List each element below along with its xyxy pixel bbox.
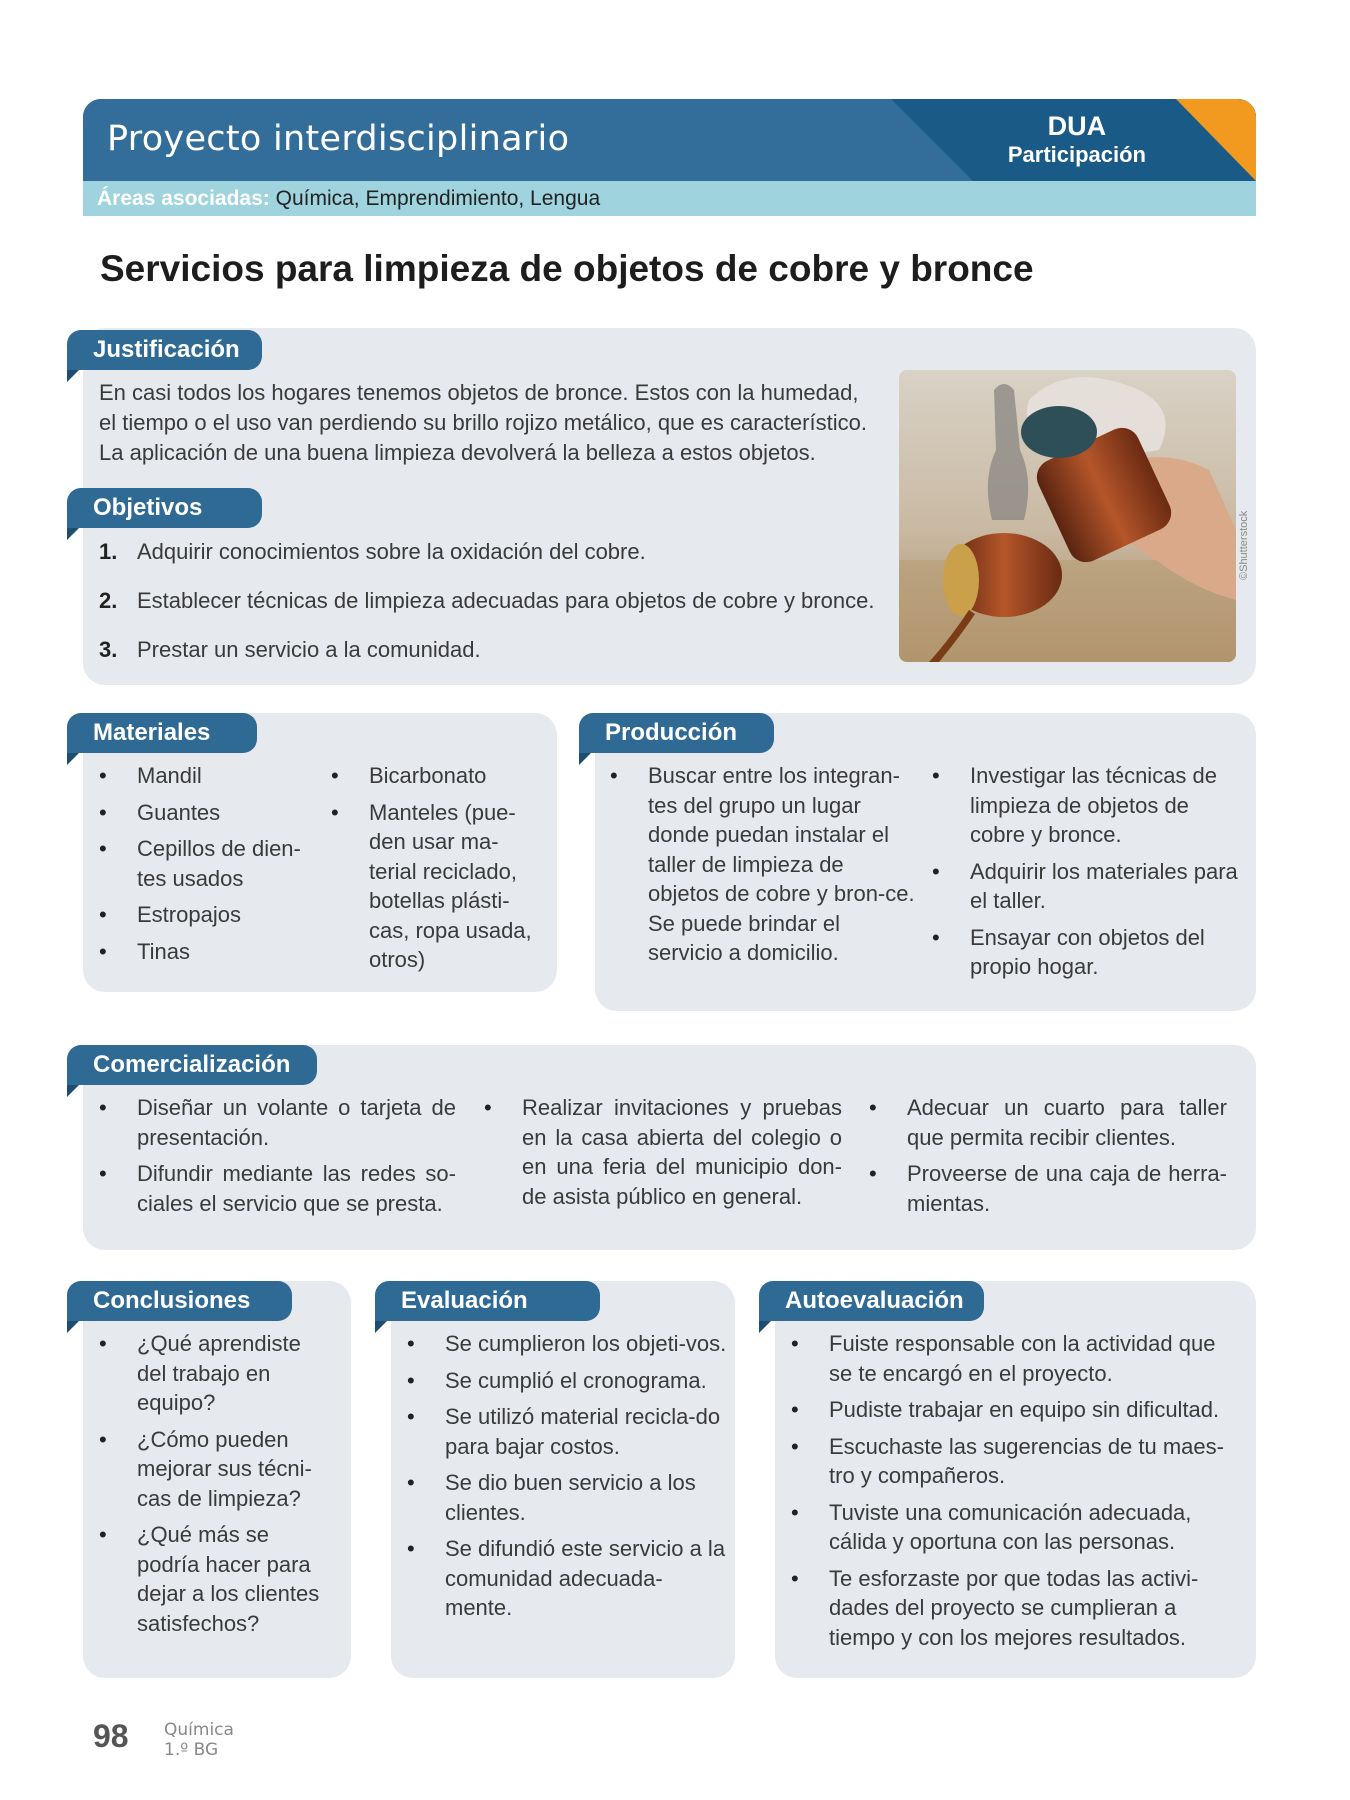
evaluacion-list bbox=[407, 1329, 727, 1630]
item-text: Adquirir conocimientos sobre la oxidación del cobre. bbox=[137, 539, 646, 564]
evaluacion-tag: Evaluación bbox=[375, 1281, 600, 1321]
produccion-list-1 bbox=[610, 761, 915, 975]
produccion-tag: Producción bbox=[579, 713, 774, 753]
justificacion-line: En casi todos los hogares tenemos objetos de bronce. Estos con la humedad, bbox=[99, 380, 859, 405]
subject-label: Química bbox=[164, 1720, 234, 1740]
list-item: • Ensayar con objetos del propio hogar. bbox=[932, 923, 1242, 982]
materiales-list-1 bbox=[99, 761, 314, 973]
header-banner bbox=[83, 99, 1256, 181]
page-title: Servicios para limpieza de objetos de cobre y bronce bbox=[100, 248, 1034, 289]
dua-badge bbox=[1008, 111, 1146, 169]
list-item: • Se cumplieron los objeti-vos. bbox=[407, 1329, 727, 1359]
areas-value: Química, Emprendimiento, Lengua bbox=[275, 187, 601, 210]
item-number: 2. bbox=[99, 588, 118, 613]
conclusiones-tag: Conclusiones bbox=[67, 1281, 292, 1321]
autoevaluacion-list bbox=[791, 1329, 1236, 1659]
list-item: • Cepillos de dien-tes usados bbox=[99, 834, 314, 893]
item-number: 1. bbox=[99, 539, 118, 564]
produccion-list-2 bbox=[932, 761, 1242, 989]
areas-bar bbox=[83, 181, 1256, 216]
page-number: 98 bbox=[93, 1718, 129, 1754]
justificacion-line: el tiempo o el uso van perdiendo su brillo rojizo metálico, que es característico. bbox=[99, 410, 867, 435]
photo-credit: ©Shutterstock bbox=[1238, 510, 1250, 580]
comercializacion-list-3 bbox=[869, 1093, 1227, 1225]
list-item: • Tuviste una comunicación adecuada, cálida y oportuna con las personas. bbox=[791, 1498, 1236, 1557]
materiales-tag: Materiales bbox=[67, 713, 257, 753]
list-item: • Realizar invitaciones y pruebas en la casa abierta del colegio o en una feria del municipio don-de asista público en general. bbox=[484, 1093, 842, 1211]
list-item: • Mandil bbox=[99, 761, 314, 791]
item-text: Prestar un servicio a la comunidad. bbox=[137, 637, 481, 662]
list-item: • Guantes bbox=[99, 798, 314, 828]
materiales-list-2 bbox=[331, 761, 546, 982]
objetivos-list bbox=[99, 537, 889, 684]
autoevaluacion-tag: Autoevaluación bbox=[759, 1281, 984, 1321]
dua-label: DUA bbox=[1047, 111, 1107, 141]
comercializacion-list-1 bbox=[99, 1093, 456, 1225]
justificacion-tag: Justificación bbox=[67, 330, 262, 370]
photo-illustration bbox=[899, 370, 1236, 662]
list-item: • Difundir mediante las redes so-ciales el servicio que se presta. bbox=[99, 1159, 456, 1218]
justificacion-line: La aplicación de una buena limpieza devolverá la belleza a estos objetos. bbox=[99, 440, 816, 465]
list-item bbox=[99, 586, 889, 635]
objetivos-tag: Objetivos bbox=[67, 488, 262, 528]
list-item: • Estropajos bbox=[99, 900, 314, 930]
list-item: • Tinas bbox=[99, 937, 314, 967]
list-item: • Pudiste trabajar en equipo sin dificultad. bbox=[791, 1395, 1236, 1425]
dua-sublabel: Participación bbox=[1007, 142, 1146, 167]
list-item: • ¿Cómo pueden mejorar sus técni-cas de limpieza? bbox=[99, 1425, 331, 1514]
footer-subject bbox=[164, 1720, 234, 1760]
item-number: 3. bbox=[99, 637, 118, 662]
list-item: • Escuchaste las sugerencias de tu maes-tro y compañeros. bbox=[791, 1432, 1236, 1491]
list-item: • Te esforzaste por que todas las activi-dades del proyecto se cumplieran a tiempo y con los mejores resultados. bbox=[791, 1564, 1236, 1653]
list-item: • Manteles (pue-den usar ma-terial reciclado, botellas plásti-cas, ropa usada, otros) bbox=[331, 798, 546, 975]
conclusiones-list bbox=[99, 1329, 331, 1645]
list-item: • Bicarbonato bbox=[331, 761, 546, 791]
item-text: Establecer técnicas de limpieza adecuadas para objetos de cobre y bronce. bbox=[137, 588, 875, 613]
comercializacion-list-2 bbox=[484, 1093, 842, 1218]
justificacion-text bbox=[99, 378, 889, 468]
list-item: • Adquirir los materiales para el taller. bbox=[932, 857, 1242, 916]
section-title: Proyecto interdisciplinario bbox=[107, 119, 570, 159]
list-item: • Proveerse de una caja de herra-mientas. bbox=[869, 1159, 1227, 1218]
list-item: • ¿Qué aprendiste del trabajo en equipo? bbox=[99, 1329, 331, 1418]
list-item: • Se dio buen servicio a los clientes. bbox=[407, 1468, 727, 1527]
list-item: • Fuiste responsable con la actividad que se te encargó en el proyecto. bbox=[791, 1329, 1236, 1388]
list-item: • ¿Qué más se podría hacer para dejar a los clientes satisfechos? bbox=[99, 1520, 331, 1638]
list-item: • Diseñar un volante o tarjeta de presentación. bbox=[99, 1093, 456, 1152]
list-item: • Se cumplió el cronograma. bbox=[407, 1366, 727, 1396]
list-item: • Adecuar un cuarto para taller que permita recibir clientes. bbox=[869, 1093, 1227, 1152]
list-item: • Se difundió este servicio a la comunidad adecuada-mente. bbox=[407, 1534, 727, 1623]
list-item bbox=[99, 635, 889, 684]
areas-label: Áreas asociadas: bbox=[97, 187, 270, 210]
copper-cleaning-photo bbox=[899, 370, 1236, 662]
list-item: • Buscar entre los integran-tes del grupo un lugar donde puedan instalar el taller de limpieza de objetos de cobre y bron-ce. Se puede brindar el servicio a domicilio. bbox=[610, 761, 915, 968]
grade-label: 1.º BG bbox=[164, 1740, 219, 1760]
list-item: • Se utilizó material recicla-do para bajar costos. bbox=[407, 1402, 727, 1461]
list-item: • Investigar las técnicas de limpieza de objetos de cobre y bronce. bbox=[932, 761, 1242, 850]
list-item bbox=[99, 537, 889, 586]
comercializacion-tag: Comercialización bbox=[67, 1045, 317, 1085]
